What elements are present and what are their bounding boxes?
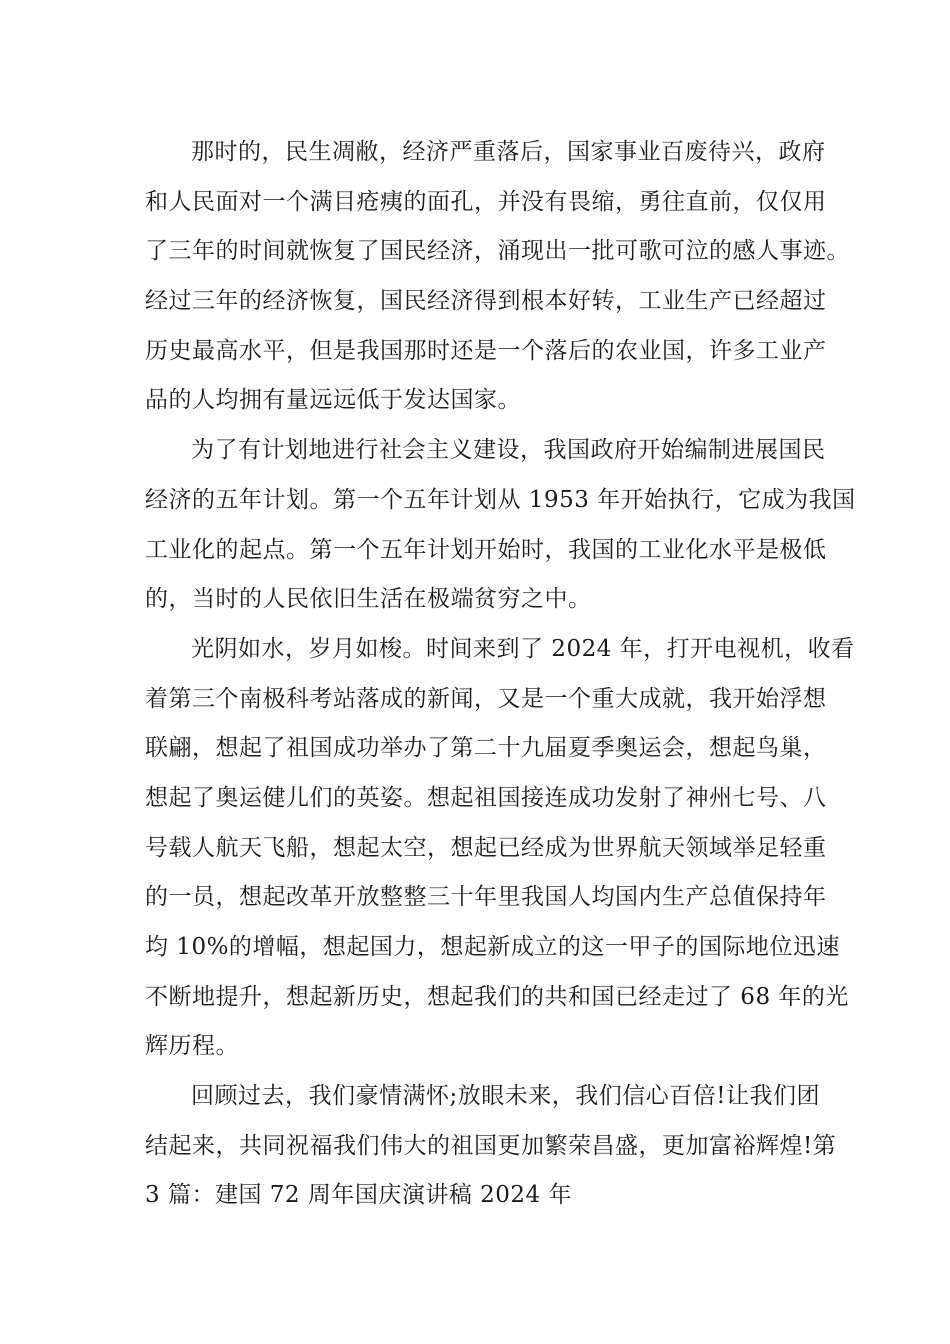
paragraph-2-line-2: 经济的五年计划。第一个五年计划从 1953 年开始执行，它成为我国 bbox=[145, 486, 856, 513]
paragraph-1-line-2: 和人民面对一个满目疮痍的面孔，并没有畏缩，勇往直前，仅仅用 bbox=[145, 188, 827, 215]
paragraph-2-line-3: 工业化的起点。第一个五年计划开始时，我国的工业化水平是极低 bbox=[145, 536, 827, 563]
paragraph-3-line-8: 不断地提升，想起新历史，想起我们的共和国已经走过了 68 年的光 bbox=[145, 983, 849, 1010]
paragraph-1-line-3: 了三年的时间就恢复了国民经济，涌现出一批可歌可泣的感人事迹。 bbox=[145, 238, 850, 265]
paragraph-4-line-3: 3 篇：建国 72 周年国庆演讲稿 2024 年 bbox=[145, 1182, 572, 1209]
paragraph-3-line-2: 着第三个南极科考站落成的新闻，又是一个重大成就，我开始浮想 bbox=[145, 685, 827, 712]
paragraph-3-line-4: 想起了奥运健儿们的英姿。想起祖国接连成功发射了神州七号、八 bbox=[145, 784, 827, 811]
paragraph-4-line-2: 结起来，共同祝福我们伟大的祖国更加繁荣昌盛，更加富裕辉煌!第 bbox=[145, 1132, 837, 1159]
paragraph-1-line-4: 经过三年的经济恢复，国民经济得到根本好转，工业生产已经超过 bbox=[145, 288, 827, 315]
paragraph-4-line-1: 回顾过去，我们豪情满怀;放眼未来，我们信心百倍!让我们团 bbox=[191, 1083, 820, 1110]
paragraph-2-line-4: 的，当时的人民依旧生活在极端贫穷之中。 bbox=[145, 586, 592, 613]
document-body bbox=[145, 128, 856, 1221]
paragraph-3-line-1: 光阴如水，岁月如梭。时间来到了 2024 年，打开电视机，收看 bbox=[191, 635, 855, 662]
paragraph-1-line-5: 历史最高水平，但是我国那时还是一个落后的农业国，许多工业产 bbox=[145, 337, 827, 364]
paragraph-1-line-6: 品的人均拥有量远远低于发达国家。 bbox=[145, 387, 521, 414]
paragraph-3-line-7: 均 10%的增幅，想起国力，想起新成立的这一甲子的国际地位迅速 bbox=[145, 934, 840, 960]
paragraph-3-line-6: 的一员，想起改革开放整整三十年里我国人均国内生产总值保持年 bbox=[145, 884, 827, 911]
paragraph-3-line-9: 辉历程。 bbox=[145, 1033, 239, 1060]
paragraph-2-line-1: 为了有计划地进行社会主义建设，我国政府开始编制进展国民 bbox=[191, 437, 826, 464]
paragraph-3-line-3: 联翩，想起了祖国成功举办了第二十九届夏季奥运会，想起鸟巢， bbox=[145, 735, 827, 762]
paragraph-3-line-5: 号载人航天飞船，想起太空，想起已经成为世界航天领域举足轻重 bbox=[145, 834, 827, 861]
paragraph-1-line-1: 那时的，民生凋敝，经济严重落后，国家事业百废待兴，政府 bbox=[191, 139, 826, 165]
